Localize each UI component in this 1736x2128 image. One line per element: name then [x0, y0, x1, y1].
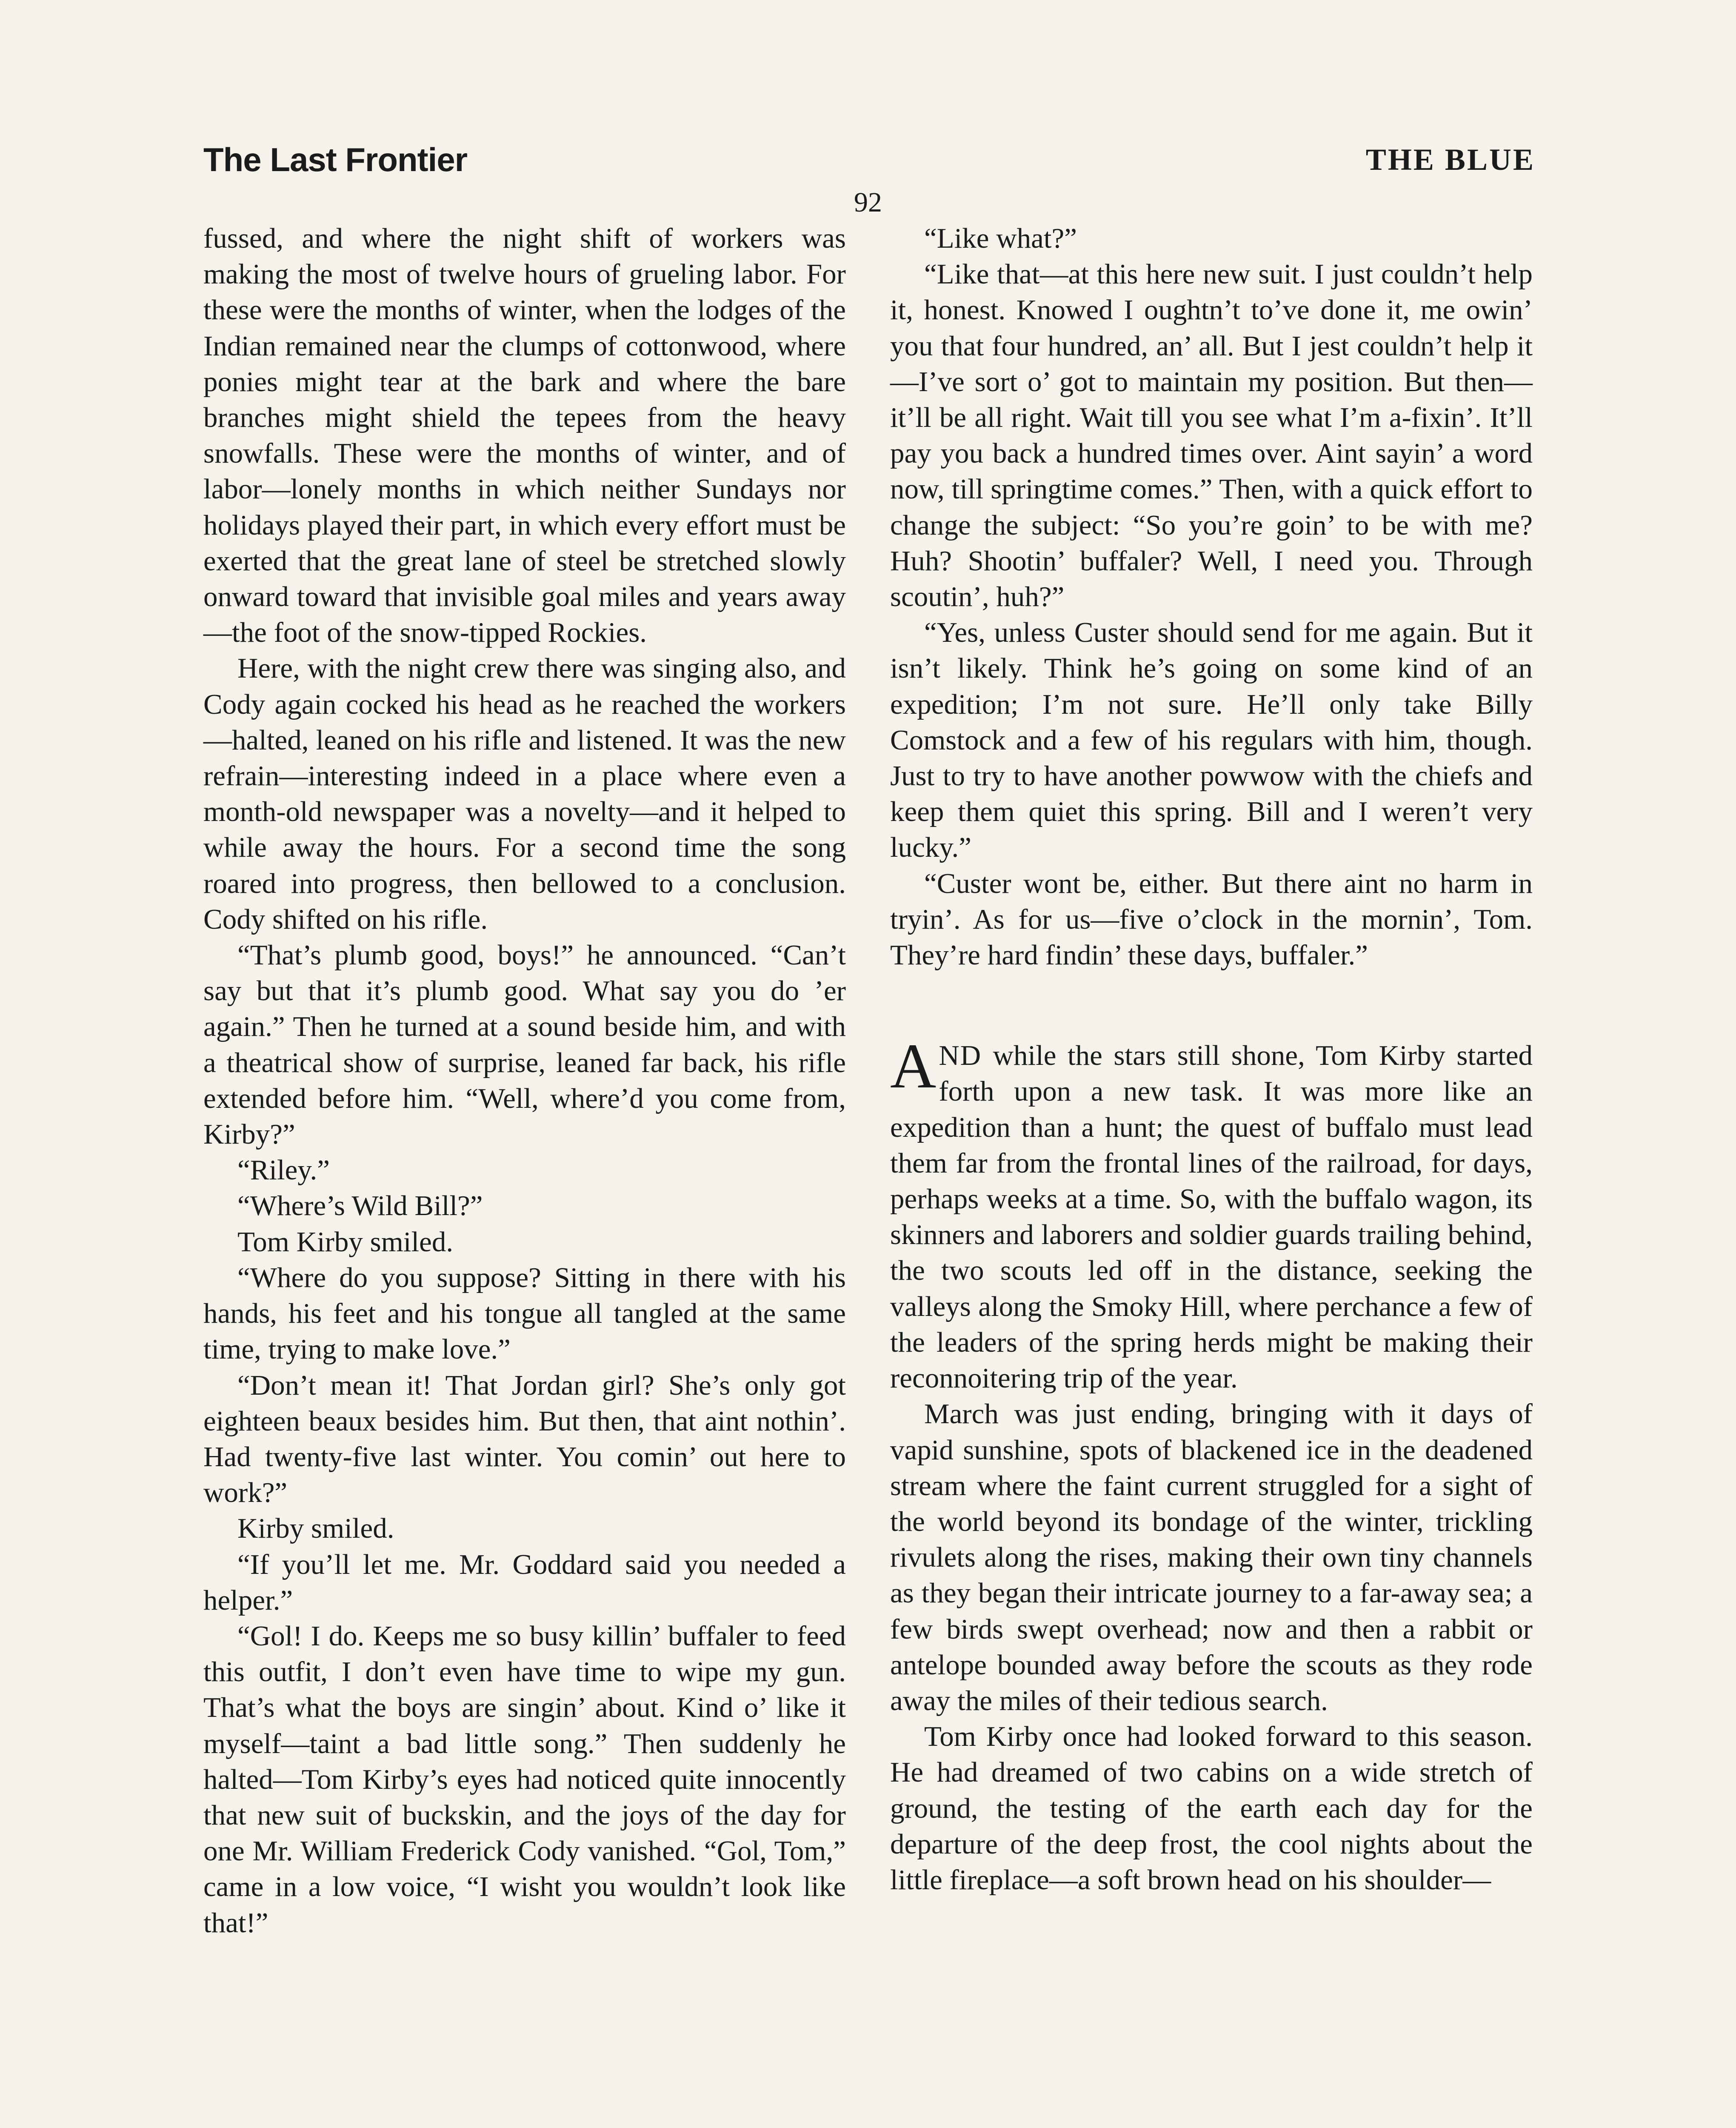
drop-cap: A: [890, 1031, 937, 1102]
paragraph: Kirby smiled.: [237, 1513, 394, 1545]
section-opening-paragraph: [890, 1031, 1533, 1396]
paragraph: “Don’t mean it! That Jordan girl? She’s only got eighteen beaux besides him. But then, that aint nothin’. Had twenty-five last winter. You comin’ out here to work?”: [203, 1369, 846, 1509]
paragraph: “Yes, unless Custer should send for me again. But it isn’t likely. Think he’s going on some kind of an expedition; I’m not sure. He’ll only take Billy Comstock and a few of his regulars with him, though. Just to try to have another powwow with the chiefs and keep them quiet this spring. Bill and I weren’t very lucky.”: [890, 617, 1533, 864]
running-head-publication: THE BLUE: [1365, 143, 1535, 177]
paragraph: “Like that—at this here new suit. I just couldn’t help it, honest. Knowed I oughtn’t to’ve done it, me owin’ you that four hundred, an’ all. But I jest couldn’t help it—I’ve sort o’ got to maintain my position. But then—it’ll be all right. Wait till you see what I’m a-fixin’. It’ll pay you back a hundred times over. Aint sayin’ a word now, till springtime comes.” Then, with a quick effort to change the subject: “So you’re goin’ to be with me? Huh? Shootin’ buffaler? Well, I need you. Through scoutin’, huh?”: [890, 258, 1533, 613]
paragraph: fussed, and where the night shift of workers was making the most of twelve hours of grueling labor. For these were the months of winter, when the lodges of the Indian remained near the clumps of cottonwood, where ponies might tear at the bark and where the bare branches might shield the tepees from the heavy snowfalls. These were the months of winter, and of labor—lonely months in which neither Sundays nor holidays played their part, in which every effort must be exerted that the great lane of steel be stretched slowly onward toward that invisible goal miles and years away—the foot of the snow-tipped Rockies.: [203, 223, 846, 649]
paragraph: Tom Kirby once had looked forward to this season. He had dreamed of two cabins on a wide stretch of ground, the testing of the earth each day for the departure of the deep frost, the cool nights about the little fireplace—a soft brown head on his shoulder—: [890, 1721, 1533, 1896]
left-text-column: [203, 220, 846, 1941]
right-text-column: [890, 220, 1533, 1898]
paragraph: “Custer wont be, either. But there aint no harm in tryin’. As for us—five o’clock in the mornin’, Tom. They’re hard findin’ these days, buffaler.”: [890, 867, 1533, 971]
paragraph: “Where do you suppose? Sitting in there with his hands, his feet and his tongue all tangled at the same time, trying to make love.”: [203, 1261, 846, 1365]
opening-text: while the stars still shone, Tom Kirby started forth upon a new task. It was more like an expedition than a hunt; the quest of buffalo must lead them far from the frontal lines of the railroad, for days, perhaps weeks at a time. So, with the buffalo wagon, its skinners and laborers and soldier guards trailing behind, the two scouts led off in the distance, seeking the valleys along the Smoky Hill, where perchance a few of the leaders of the spring herds might be making their reconnoitering trip of the year.: [890, 1040, 1533, 1394]
paragraph: Here, with the night crew there was singing also, and Cody again cocked his head as he reached the workers—halted, leaned on his rifle and listened. It was the new refrain—interesting indeed in a place where even a month-old newspaper was a novelty—and it helped to while away the hours. For a second time the song roared into progress, then bellowed to a conclusion. Cody shifted on his rifle.: [203, 652, 846, 935]
paragraph: “If you’ll let me. Mr. Goddard said you needed a helper.”: [203, 1548, 846, 1616]
paragraph: “Where’s Wild Bill?”: [237, 1190, 483, 1222]
paragraph: Tom Kirby smiled.: [237, 1226, 454, 1258]
paragraph: “That’s plumb good, boys!” he announced. “Can’t say but that it’s plumb good. What say you do ’er again.” Then he turned at a sound beside him, and with a theatrical show of surprise, leaned far back, his rifle extended before him. “Well, where’d you come from, Kirby?”: [203, 939, 846, 1150]
running-head-title: The Last Frontier: [203, 141, 468, 178]
paragraph: “Gol! I do. Keeps me so busy killin’ buffaler to feed this outfit, I don’t even have time to wipe my gun. That’s what the boys are singin’ about. Kind o’ like it myself—taint a bad little song.” Then suddenly he halted—Tom Kirby’s eyes had noticed quite innocently that new suit of buckskin, and the joys of the day for one Mr. William Frederick Cody vanished. “Gol, Tom,” came in a low voice, “I wisht you wouldn’t look like that!”: [203, 1620, 846, 1939]
paragraph: “Like what?”: [924, 223, 1077, 254]
paragraph: March was just ending, bringing with it days of vapid sunshine, spots of blackened ice in the deadened stream where the faint current struggled for a sight of the world beyond its bondage of the winter, trickling rivulets along the rises, making their own tiny channels as they began their intricate journey to a far-away sea; a few birds swept overhead; now and then a rabbit or antelope bounded away before the scouts as they rode away the miles of their tedious search.: [890, 1398, 1533, 1716]
lead-in-caps: ND: [939, 1040, 982, 1072]
page-number: 92: [854, 187, 882, 218]
section-break: [890, 973, 1533, 1038]
paragraph: “Riley.”: [237, 1154, 330, 1186]
